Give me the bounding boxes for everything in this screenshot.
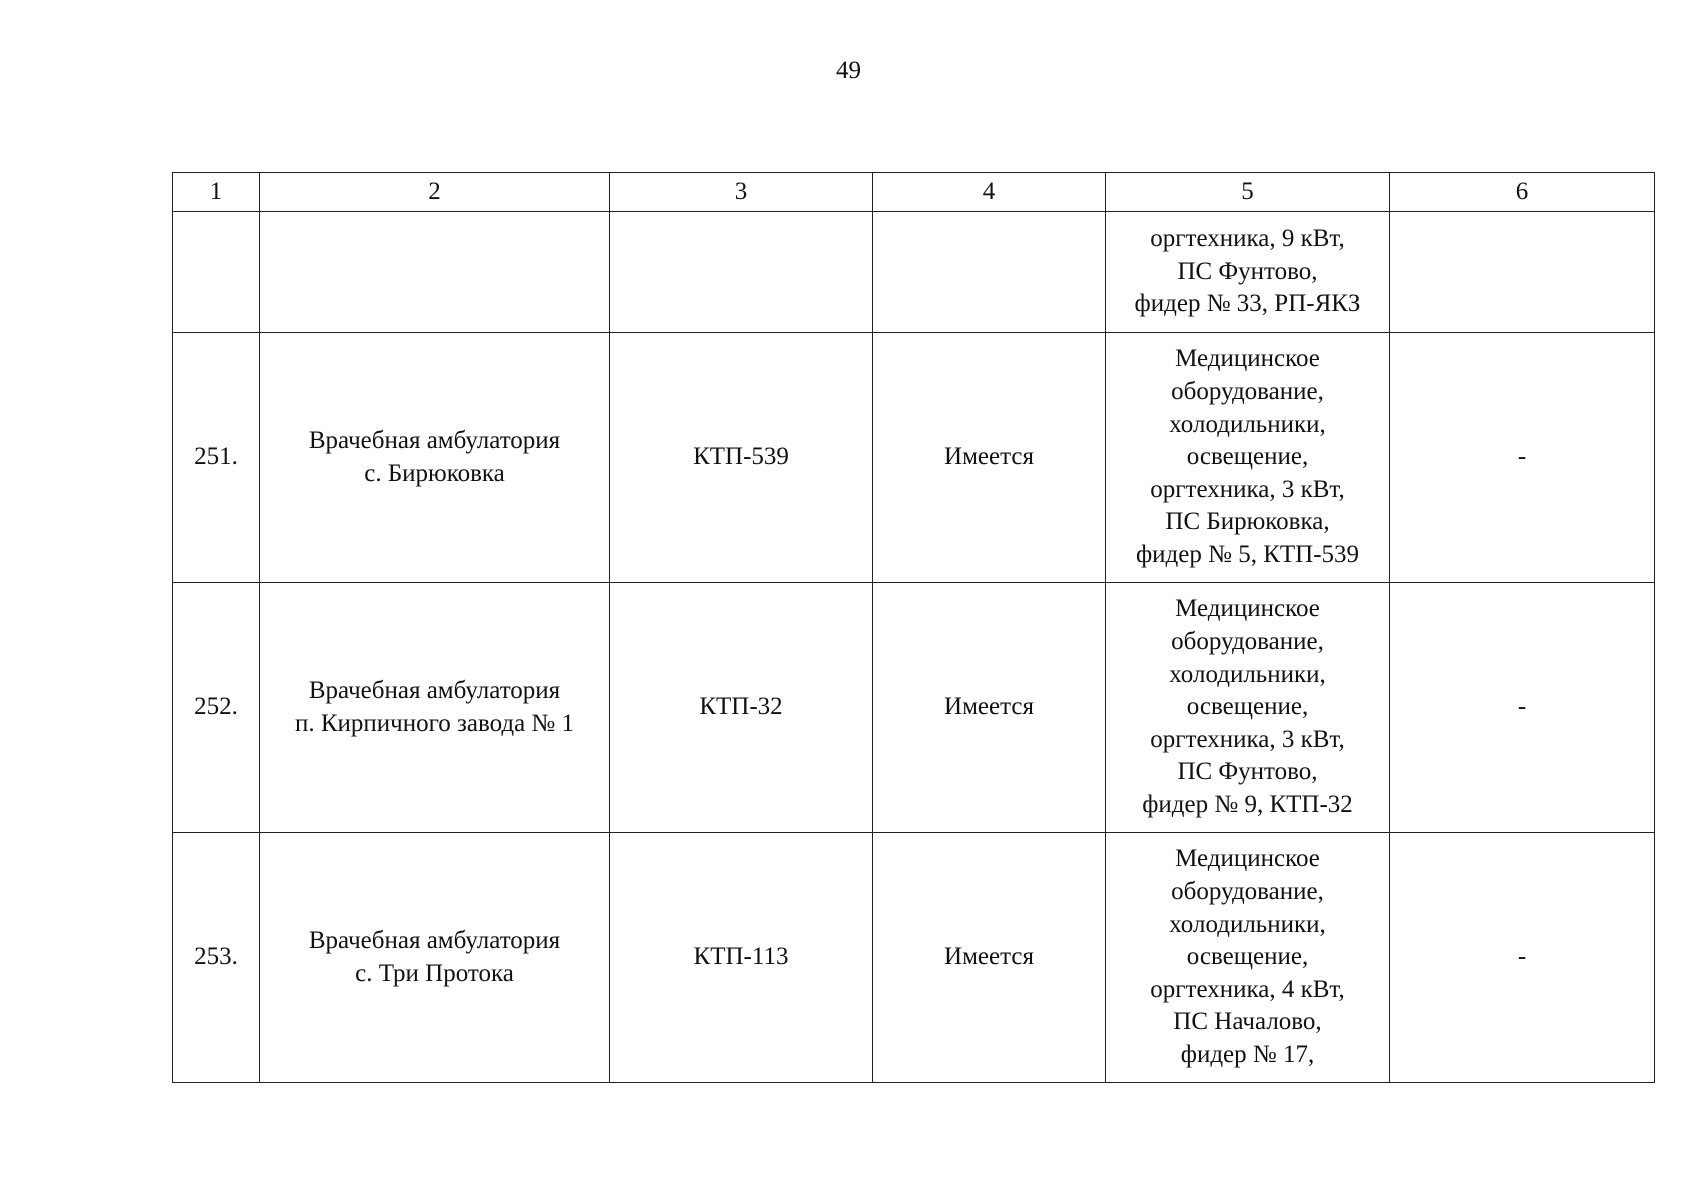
details-line: ПС Фунтово, <box>1177 257 1318 285</box>
details-line: фидер № 33, РП-ЯКЗ <box>1134 290 1361 318</box>
table-cell-empty <box>173 212 260 333</box>
station-cell: КТП-539 <box>610 333 873 583</box>
details-line: оргтехника, 3 кВт, <box>1150 725 1345 753</box>
table-cell-empty <box>610 212 873 333</box>
details-line: ПС Началово, <box>1173 1008 1322 1036</box>
details-line: оборудование, <box>1171 878 1324 906</box>
status-cell: Имеется <box>873 833 1106 1083</box>
table-cell-empty <box>260 212 610 333</box>
page-number: 49 <box>836 57 861 84</box>
details-line: Медицинское <box>1175 595 1320 623</box>
details-line: оборудование, <box>1171 628 1324 656</box>
table-cell-details <box>1106 212 1390 333</box>
name-line: Врачебная амбулатория <box>308 676 561 704</box>
column-header: 4 <box>873 173 1106 212</box>
station-cell: КТП-113 <box>610 833 873 1083</box>
data-table <box>172 172 1655 1083</box>
row-number: 253. <box>173 833 260 1083</box>
table-cell-details <box>1106 833 1390 1083</box>
details-line: холодильники, <box>1169 910 1326 938</box>
col6-cell: - <box>1390 833 1655 1083</box>
table-cell-empty <box>873 212 1106 333</box>
column-header: 1 <box>173 173 260 212</box>
table-header-row <box>173 173 1655 212</box>
facility-name <box>260 583 610 833</box>
status-cell: Имеется <box>873 333 1106 583</box>
details-line: холодильники, <box>1169 660 1326 688</box>
table-row <box>173 333 1655 583</box>
column-header: 5 <box>1106 173 1390 212</box>
col6-cell: - <box>1390 583 1655 833</box>
details-line: холодильники, <box>1169 410 1326 438</box>
row-number: 252. <box>173 583 260 833</box>
details-line: освещение, <box>1186 943 1309 971</box>
name-line: с. Бирюковка <box>364 459 505 487</box>
col6-cell: - <box>1390 333 1655 583</box>
details-line: Медицинское <box>1175 845 1320 873</box>
details-line: ПС Фунтово, <box>1177 758 1318 786</box>
status-cell: Имеется <box>873 583 1106 833</box>
facility-name <box>260 833 610 1083</box>
details-line: фидер № 17, <box>1180 1040 1315 1068</box>
row-number: 251. <box>173 333 260 583</box>
column-header: 3 <box>610 173 873 212</box>
table-row <box>173 833 1655 1083</box>
details-line: освещение, <box>1186 693 1309 721</box>
details-line: оборудование, <box>1171 378 1324 406</box>
facility-name <box>260 333 610 583</box>
table-cell-details <box>1106 583 1390 833</box>
name-line: с. Три Протока <box>355 959 514 987</box>
table-cell-empty <box>1390 212 1655 333</box>
station-cell: КТП-32 <box>610 583 873 833</box>
column-header: 2 <box>260 173 610 212</box>
table-row <box>173 583 1655 833</box>
details-line: освещение, <box>1186 443 1309 471</box>
details-line: оргтехника, 9 кВт, <box>1150 225 1345 253</box>
table-cell-details <box>1106 333 1390 583</box>
column-header: 6 <box>1390 173 1655 212</box>
table-row-continuation <box>173 212 1655 333</box>
details-line: фидер № 9, КТП-32 <box>1142 790 1353 818</box>
name-line: Врачебная амбулатория <box>308 426 561 454</box>
name-line: Врачебная амбулатория <box>308 926 561 954</box>
details-line: ПС Бирюковка, <box>1165 508 1330 536</box>
details-line: Медицинское <box>1175 345 1320 373</box>
name-line: п. Кирпичного завода № 1 <box>294 709 575 737</box>
details-line: оргтехника, 4 кВт, <box>1150 975 1345 1003</box>
details-line: оргтехника, 3 кВт, <box>1150 475 1345 503</box>
details-line: фидер № 5, КТП-539 <box>1135 540 1360 568</box>
